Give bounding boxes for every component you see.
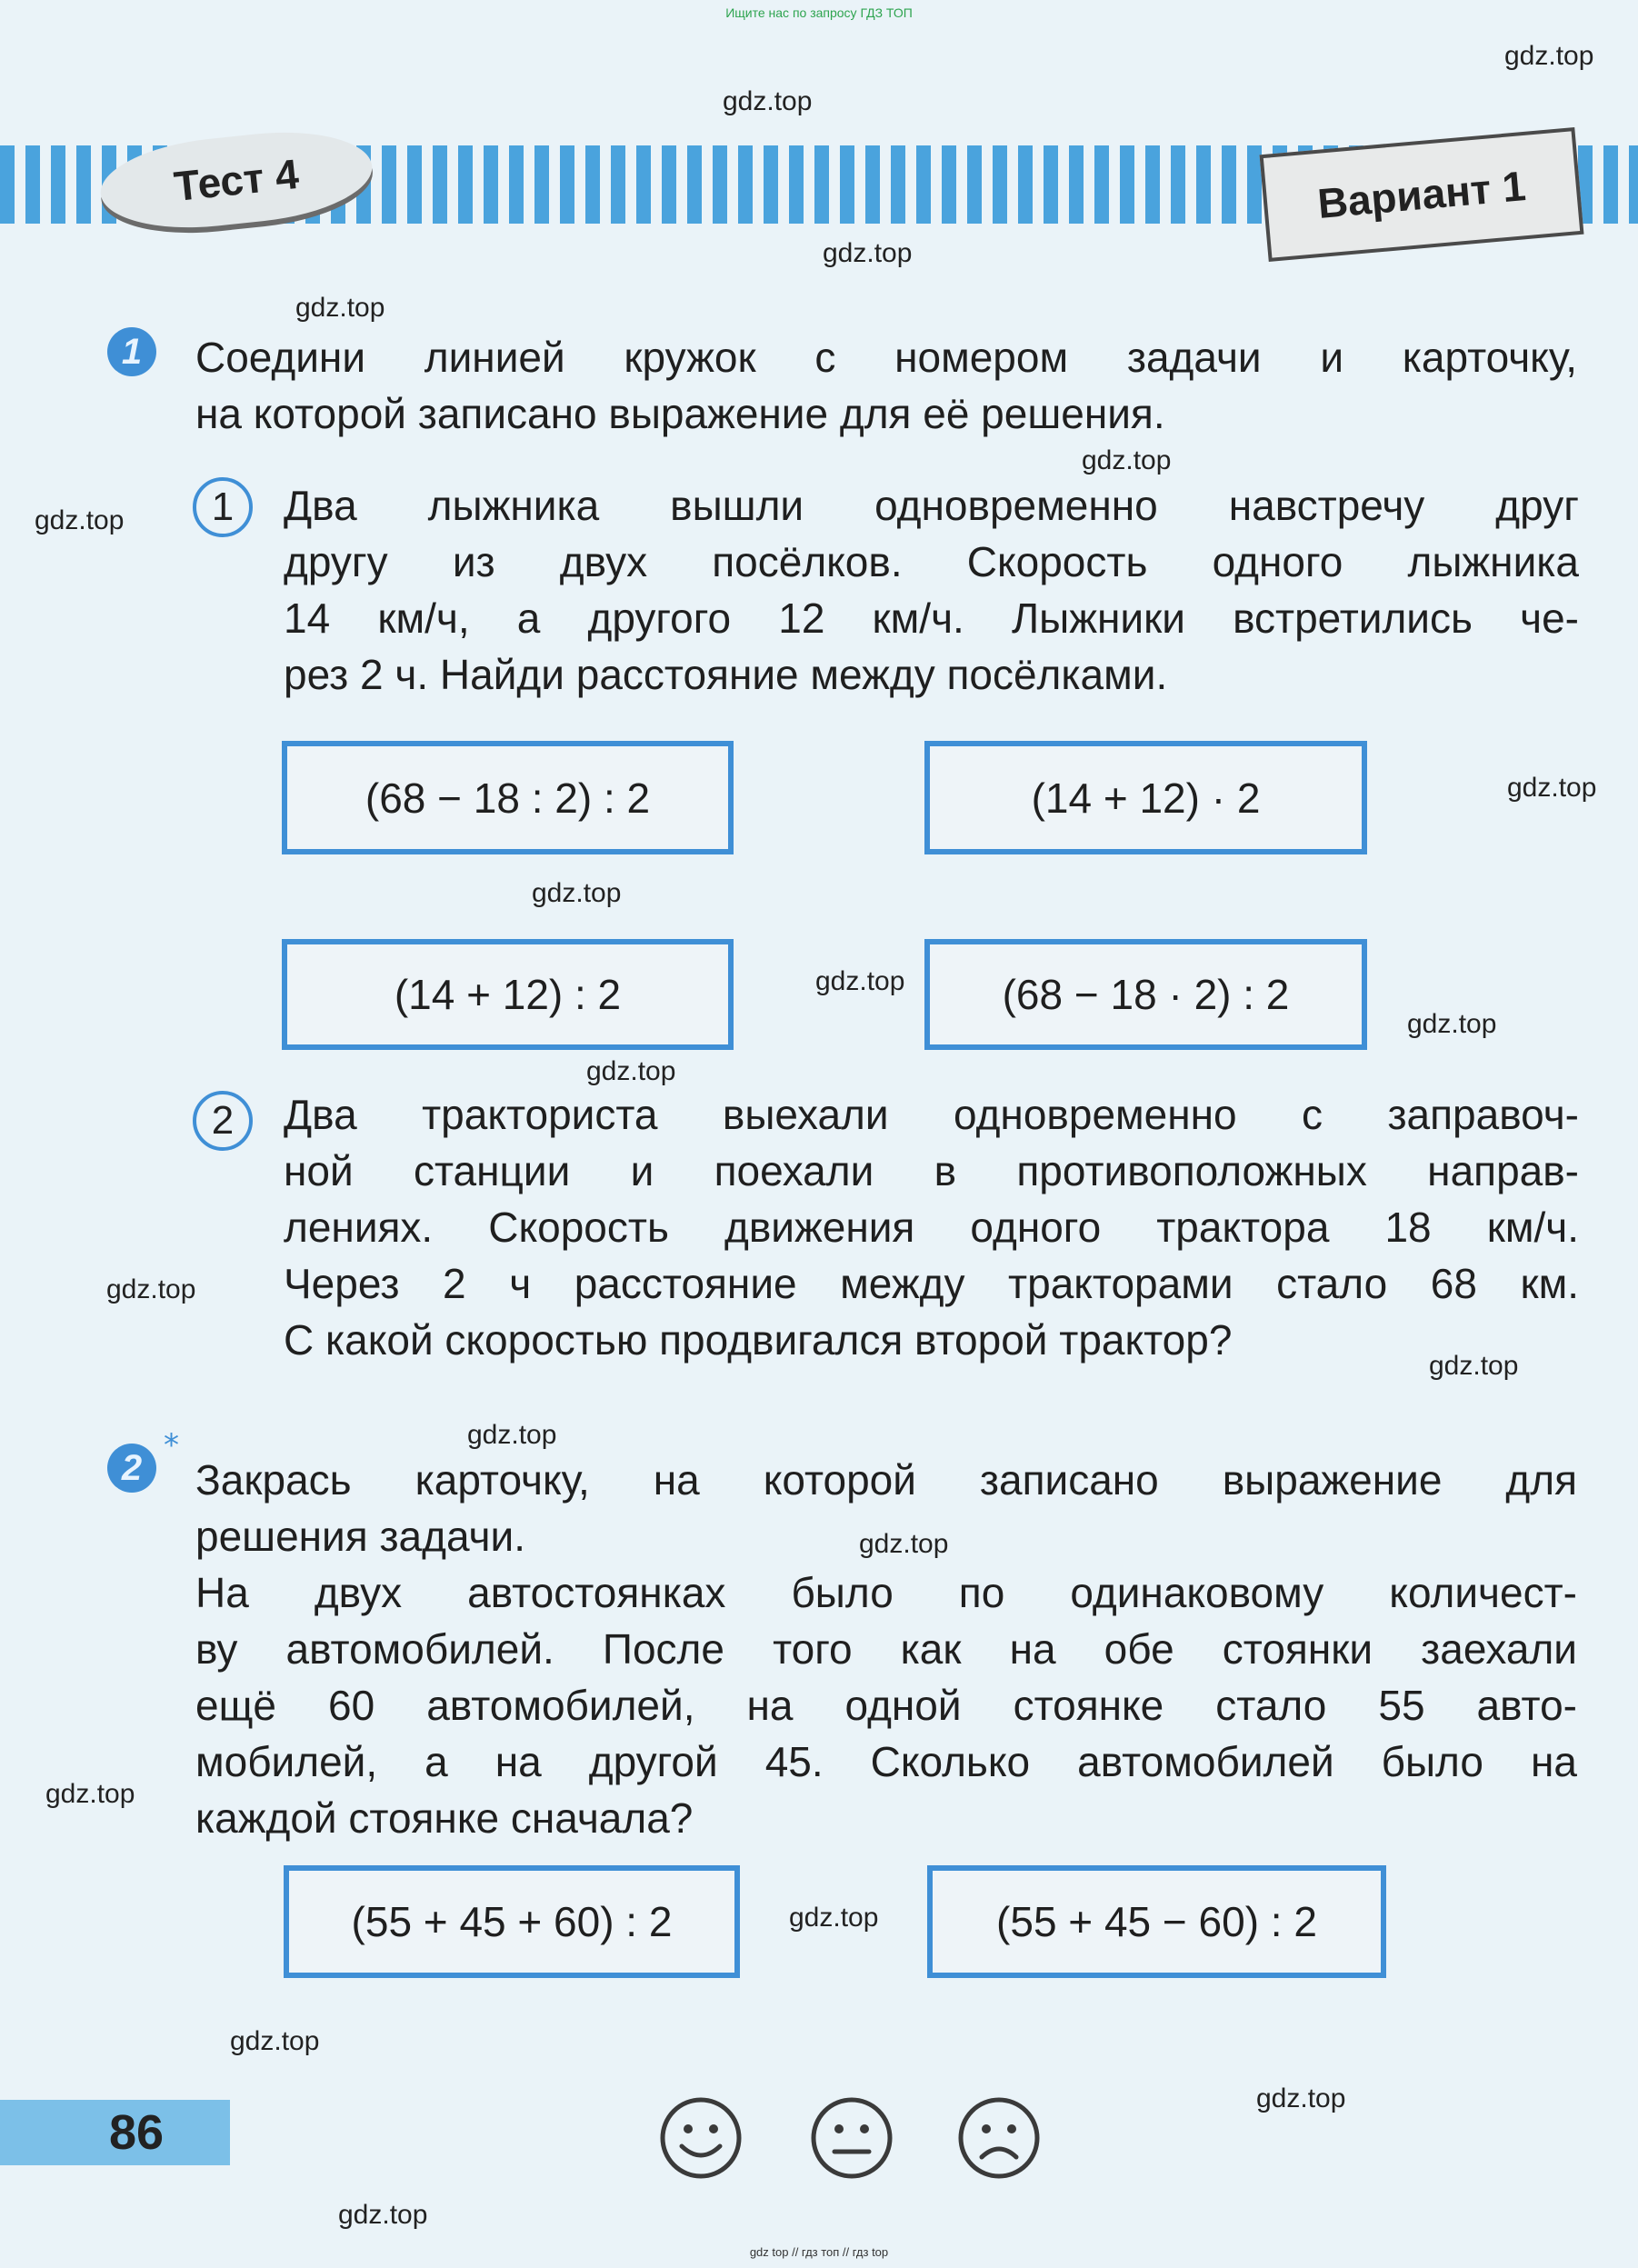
problem-1-circle[interactable]: 1 (193, 477, 253, 537)
problem-2-line: С какой скоростью продвигался второй трактор? (284, 1316, 1233, 1364)
task-1-instruction-line: на которой записано выражение для её решения. (195, 390, 1165, 437)
watermark: gdz.top (823, 238, 913, 268)
watermark: gdz.top (815, 966, 905, 996)
top-note: Ищите нас по запросу ГДЗ ТОП (725, 5, 913, 20)
watermark: gdz.top (1504, 41, 1594, 71)
task-2-problem-line: каждой стоянке сначала? (195, 1794, 694, 1842)
problem-1-line: другу из двух посёлков. Скорость одного лыжника (284, 538, 1579, 585)
page-number-tab (0, 2100, 230, 2165)
problem-2-line: Два тракториста выехали одновременно с заправоч- (284, 1091, 1579, 1138)
watermark: gdz.top (1082, 445, 1172, 475)
watermark: gdz.top (295, 293, 385, 323)
expression-card[interactable]: (68 − 18 : 2) : 2 (282, 741, 734, 854)
problem-2-line: Через 2 ч расстояние между тракторами стало 68 км. (284, 1260, 1579, 1307)
watermark: gdz.top (1429, 1351, 1519, 1381)
task-2-problem-line: ву автомобилей. После того как на обе стоянки заехали (195, 1625, 1577, 1673)
watermark: gdz.top (789, 1903, 879, 1933)
watermark: gdz.top (1256, 2083, 1346, 2113)
star-icon: * (164, 1427, 179, 1464)
neutral-face-icon[interactable] (809, 2095, 894, 2181)
task-2-problem-line: ещё 60 автомобилей, на одной стоянке стало 55 авто- (195, 1682, 1577, 1729)
task-2-problem-line: На двух автостоянках было по одинаковому количест- (195, 1569, 1577, 1616)
watermark: gdz.top (467, 1420, 557, 1450)
task-1-badge: 1 (107, 327, 156, 376)
watermark: gdz.top (106, 1274, 196, 1304)
watermark: gdz.top (1507, 773, 1597, 803)
watermark: gdz.top (532, 878, 622, 908)
problem-1-line: рез 2 ч. Найди расстояние между посёлками. (284, 651, 1168, 698)
watermark: gdz.top (859, 1529, 949, 1559)
sad-face-icon[interactable] (956, 2095, 1042, 2181)
expression-card[interactable]: (14 + 12) : 2 (282, 939, 734, 1050)
watermark: gdz.top (586, 1056, 676, 1086)
task-2-instruction-line: Закрась карточку, на которой записано выражение для (195, 1456, 1577, 1504)
watermark: gdz.top (230, 2026, 320, 2056)
expression-card[interactable]: (68 − 18 · 2) : 2 (924, 939, 1367, 1050)
watermark: gdz.top (338, 2200, 428, 2230)
expression-card[interactable]: (55 + 45 + 60) : 2 (284, 1865, 740, 1978)
problem-2-line: ной станции и поехали в противоположных направ- (284, 1147, 1579, 1194)
test-label: Тест 4 (172, 149, 301, 211)
task-2-badge: 2 (107, 1444, 156, 1493)
task-2-instruction-line: решения задачи. (195, 1513, 525, 1560)
page-number: 86 (109, 2105, 165, 2160)
watermark: gdz.top (723, 86, 813, 116)
expression-card[interactable]: (14 + 12) · 2 (924, 741, 1367, 854)
problem-2-circle[interactable]: 2 (193, 1091, 253, 1151)
problem-1-line: Два лыжника вышли одновременно навстречу друг (284, 482, 1579, 529)
watermark: gdz.top (1407, 1009, 1497, 1039)
expression-card[interactable]: (55 + 45 − 60) : 2 (927, 1865, 1386, 1978)
watermark: gdz.top (45, 1779, 135, 1809)
task-2-problem-line: мобилей, а на другой 45. Сколько автомобилей было на (195, 1738, 1577, 1785)
bottom-note: gdz top // гдз топ // гдз top (749, 2245, 889, 2259)
problem-1-line: 14 км/ч, а другого 12 км/ч. Лыжники встретились че- (284, 594, 1579, 642)
variant-label: Вариант 1 (1315, 162, 1528, 227)
smile-face-icon[interactable] (658, 2095, 744, 2181)
task-1-instruction-line: Соедини линией кружок с номером задачи и карточку, (195, 334, 1577, 381)
watermark: gdz.top (35, 505, 125, 535)
problem-2-line: лениях. Скорость движения одного трактора 18 км/ч. (284, 1204, 1579, 1251)
